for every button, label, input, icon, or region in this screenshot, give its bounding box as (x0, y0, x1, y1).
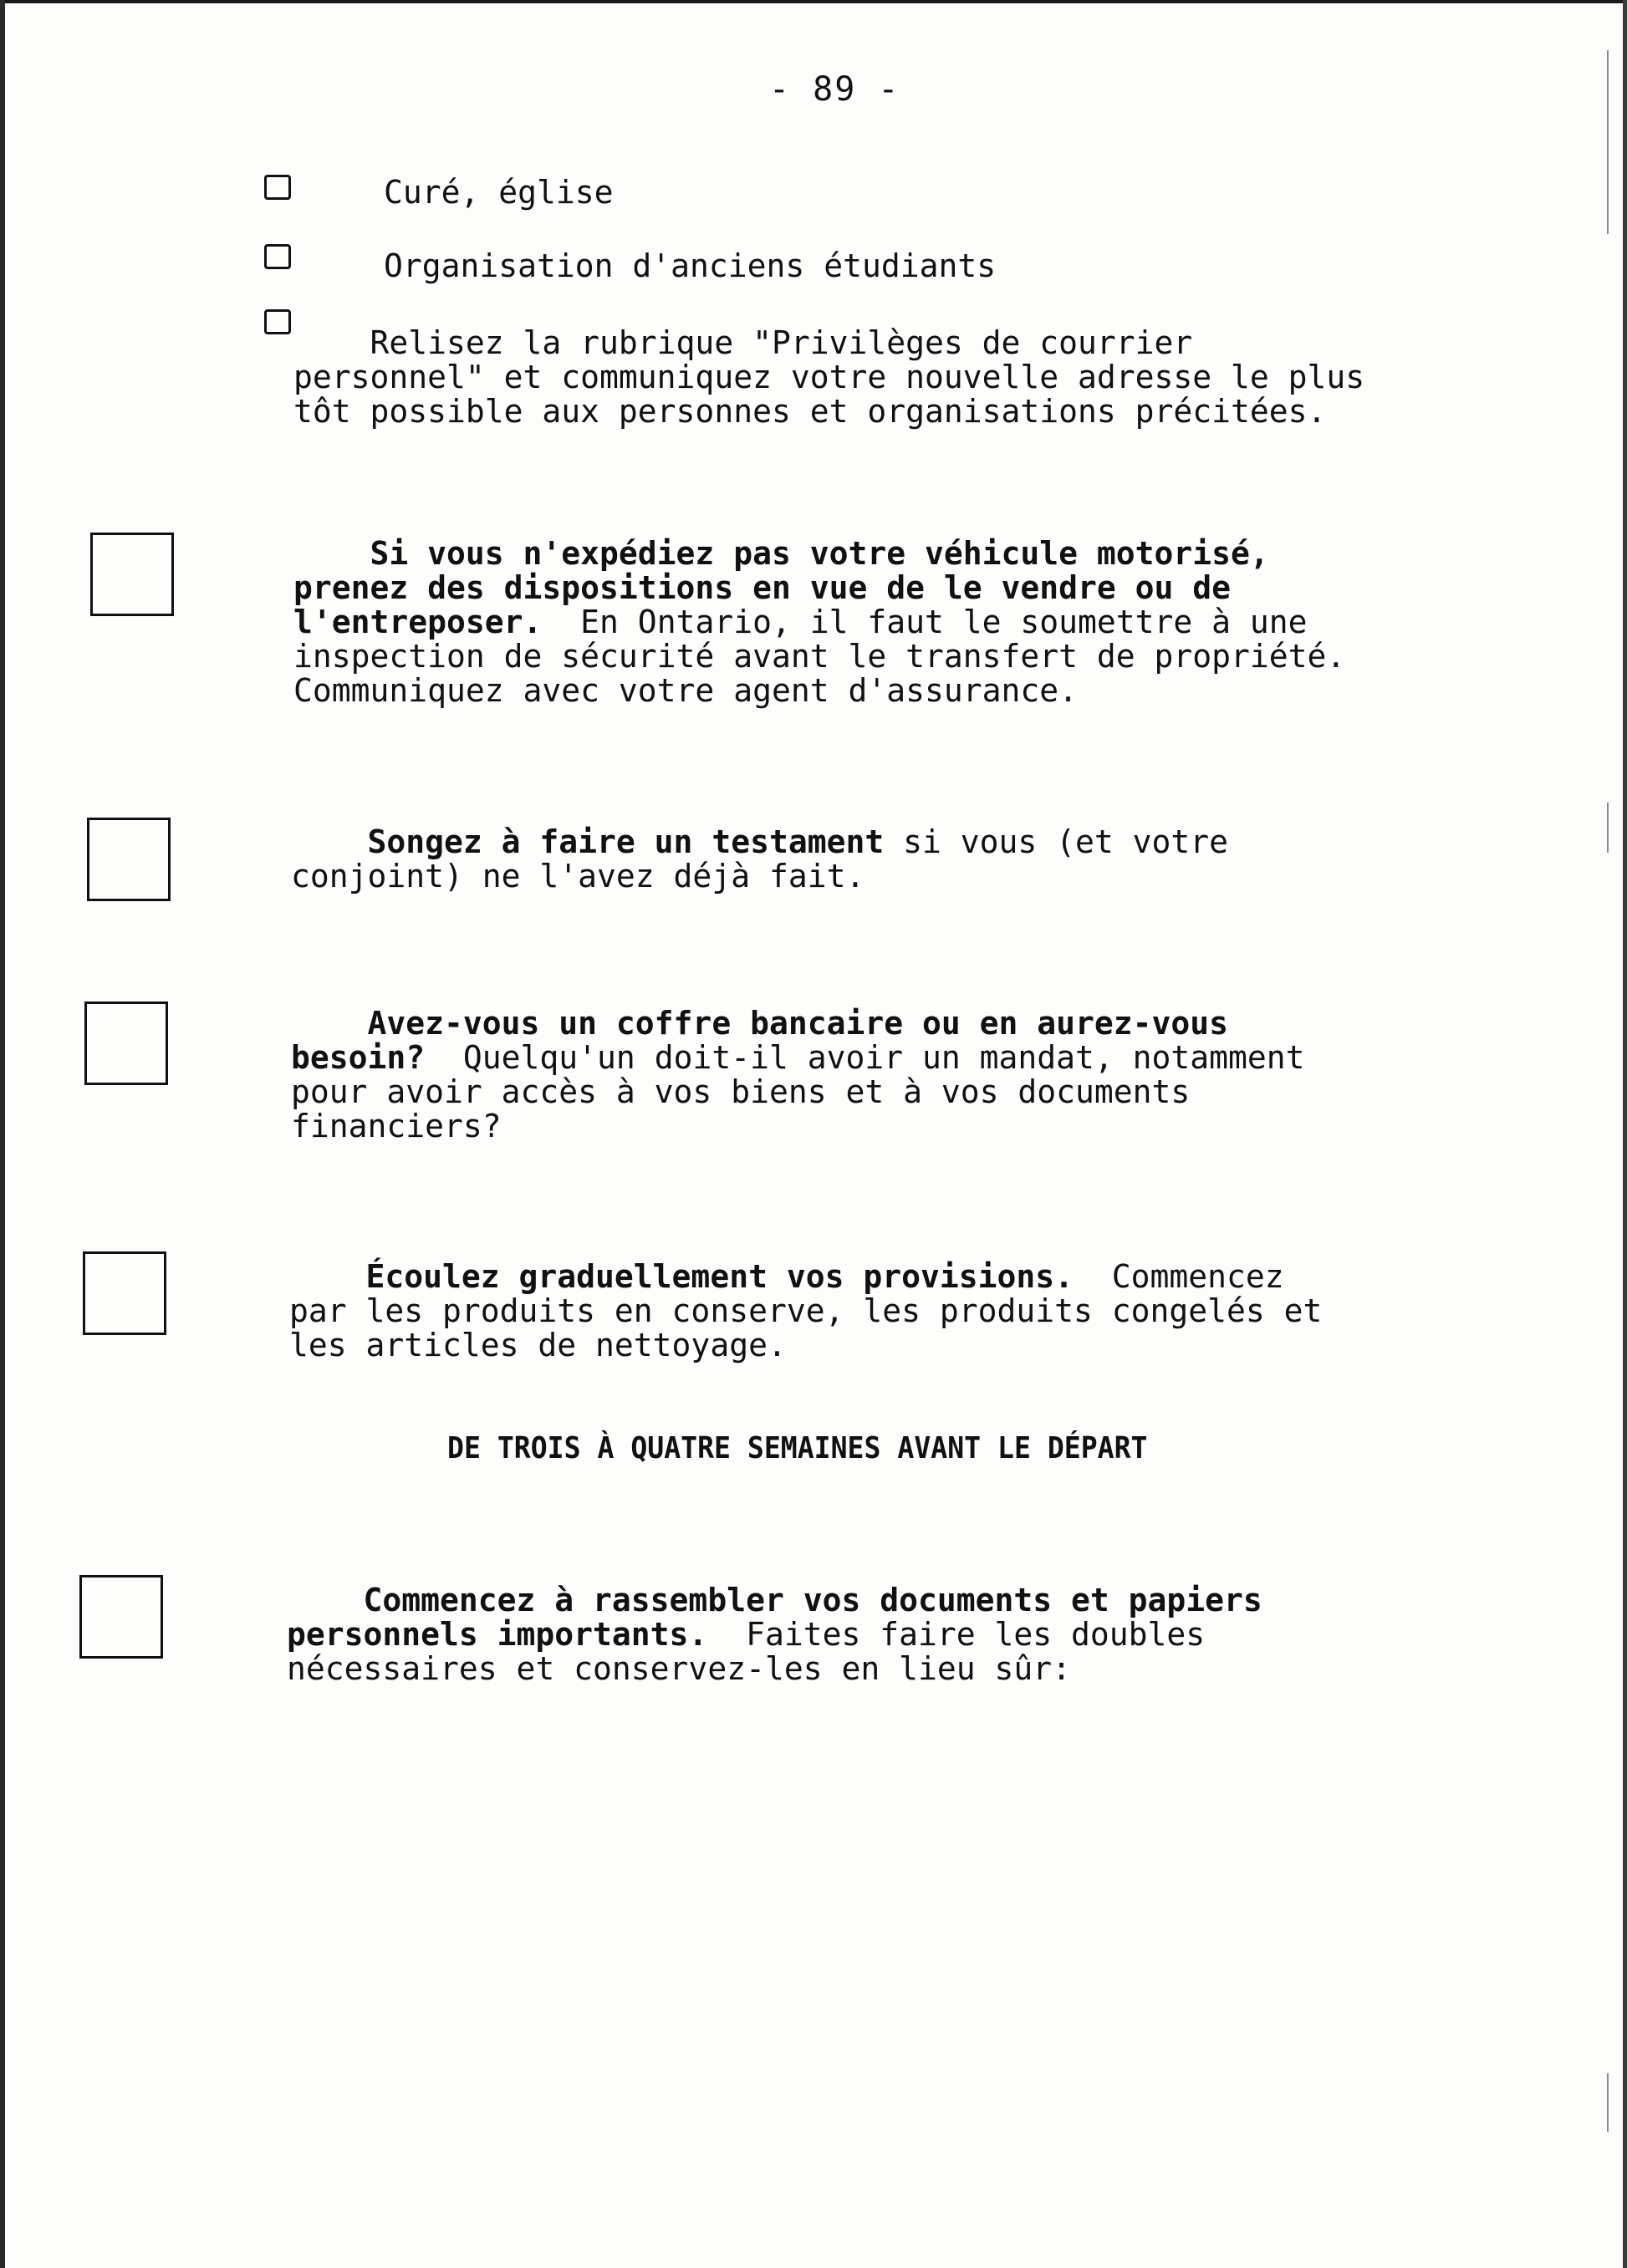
checkbox-provisions[interactable] (83, 1251, 166, 1335)
coffre-bold-line: besoin? (291, 1039, 426, 1076)
documents-text: Faites faire les doubles (707, 1616, 1206, 1653)
checkbox-cure-eglise[interactable] (264, 175, 291, 200)
checkbox-documents[interactable] (79, 1575, 163, 1659)
vehicule-bold-line: Si vous n'expédiez pas votre véhicule motorisé, (293, 535, 1269, 572)
item-documents (287, 1583, 1262, 1686)
documents-bold-line: personnels importants. (287, 1616, 708, 1653)
item-vehicule (293, 537, 1345, 708)
coffre-bold-line: Avez-vous un coffre bancaire ou en aurez-vous (291, 1005, 1229, 1042)
coffre-text: Quelqu'un doit-il avoir un mandat, notamment (425, 1039, 1305, 1076)
relisez-line: Relisez la rubrique "Privilèges de courrier (293, 324, 1193, 361)
item-provisions (289, 1260, 1322, 1363)
scan-left-edge (0, 0, 5, 2268)
scan-speck (1607, 803, 1609, 853)
scan-right-edge (1623, 0, 1627, 2268)
item-anciens-etudiants: Organisation d'anciens étudiants (384, 247, 997, 284)
vehicule-bold-line: l'entreposer. (293, 604, 543, 640)
coffre-line: pour avoir accès à vos biens et à vos documents (291, 1073, 1191, 1110)
vehicule-text: En Ontario, il faut le soumettre à une (542, 604, 1308, 640)
testament-bold: Songez à faire un testament (291, 823, 885, 860)
provisions-line: les articles de nettoyage. (289, 1327, 787, 1363)
relisez-line: personnel" et communiquez votre nouvelle adresse le plus (293, 359, 1365, 395)
section-heading: DE TROIS À QUATRE SEMAINES AVANT LE DÉPART (447, 1431, 1148, 1465)
checkbox-testament[interactable] (87, 818, 171, 901)
provisions-text: Commencez (1074, 1258, 1284, 1295)
coffre-line: financiers? (291, 1108, 502, 1144)
scan-speck (1607, 50, 1609, 234)
provisions-bold: Écoulez graduellement vos provisions. (289, 1258, 1074, 1295)
scan-speck (1607, 2073, 1609, 2132)
vehicule-line: inspection de sécurité avant le transfert de propriété. (293, 638, 1346, 675)
item-testament (291, 825, 1228, 894)
page-number: - 89 - (769, 70, 900, 109)
checkbox-relisez[interactable] (264, 309, 291, 334)
checkbox-coffre-bancaire[interactable] (84, 1001, 168, 1085)
checkbox-anciens-etudiants[interactable] (264, 244, 291, 269)
scan-top-edge (0, 0, 1627, 3)
item-cure-eglise: Curé, église (384, 174, 614, 211)
testament-line: conjoint) ne l'avez déjà fait. (291, 858, 865, 894)
item-coffre-bancaire (291, 1007, 1305, 1144)
testament-text: si vous (et votre (884, 823, 1229, 860)
relisez-line: tôt possible aux personnes et organisations précitées. (293, 393, 1327, 430)
documents-line: nécessaires et conservez-les en lieu sûr: (287, 1650, 1071, 1687)
provisions-line: par les produits en conserve, les produits congelés et (289, 1292, 1323, 1329)
vehicule-line: Communiquez avec votre agent d'assurance. (293, 672, 1078, 709)
vehicule-bold-line: prenez des dispositions en vue de le vendre ou de (293, 569, 1232, 606)
documents-bold-line: Commencez à rassembler vos documents et papiers (287, 1582, 1262, 1618)
item-relisez (293, 326, 1364, 429)
checkbox-vehicule[interactable] (90, 533, 174, 616)
